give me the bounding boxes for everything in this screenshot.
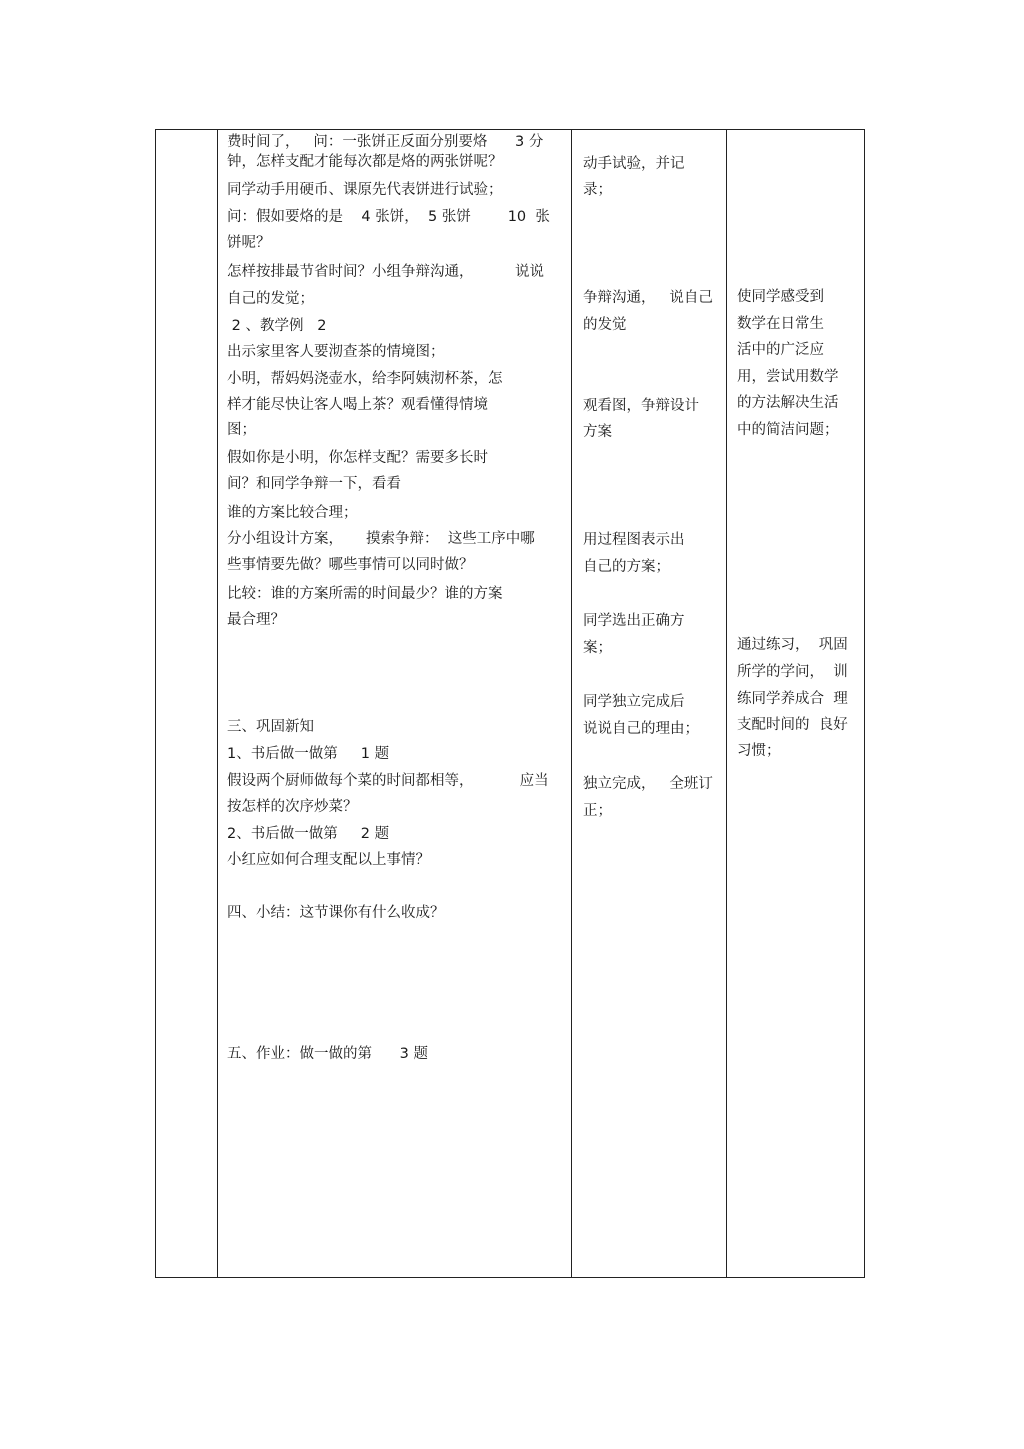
design-intent-line: 数学在日常生 [737,316,824,332]
teaching-process-line: 2、书后做一做第 2 题 [227,826,390,842]
teaching-process-line: 出示家里客人要沏查茶的情境图； [227,344,445,360]
teaching-process-line: 谁的方案比较合理； [227,505,358,521]
design-intent-line: 习惯； [737,743,781,759]
teaching-process-line: 五、作业：做一做的第 3 题 [227,1046,428,1062]
column-divider [217,129,218,1278]
teaching-process-line: 小红应如何合理支配以上事情？ [227,852,430,868]
teaching-process-line: 分小组设计方案， 摸索争辩： 这些工序中哪 [227,531,535,547]
design-intent-line: 所学的学问， 训 [737,664,848,680]
student-activity-line: 同学选出正确方 [583,613,685,629]
teaching-process-line: 1、书后做一做第 1 题 [227,746,390,762]
teaching-process-line: 些事情要先做？哪些事情可以同时做？ [227,557,474,573]
design-intent-line: 中的简洁问题； [737,422,839,438]
design-intent-line: 练同学养成合 理 [737,691,848,707]
teaching-process-line: 假如你是小明，你怎样支配？需要多长时 [227,450,488,466]
teaching-process-line: 自己的发觉； [227,291,314,307]
teaching-process-line: 费时间了， 问：一张饼正反面分别要烙 3 分 [227,134,544,150]
student-activity-line: 同学独立完成后 [583,694,685,710]
student-activity-line: 独立完成， 全班订 [583,776,713,792]
student-activity-line: 的发觉 [583,317,627,333]
student-activity-line: 录； [583,182,612,198]
student-activity-line: 动手试验，并记 [583,156,685,172]
column-divider [726,129,727,1278]
design-intent-line: 的方法解决生活 [737,395,839,411]
teaching-process-line: 2 、教学例 2 [227,318,327,334]
student-activity-line: 说说自己的理由； [583,721,699,737]
teaching-process-line: 三、巩固新知 [227,719,314,735]
teaching-process-line: 小明，帮妈妈浇壶水，给李阿姨沏杯茶，怎 [227,371,503,387]
student-activity-line: 用过程图表示出 [583,532,685,548]
student-activity-line: 正； [583,803,612,819]
teaching-process-line: 同学动手用硬币、课原先代表饼进行试验； [227,182,503,198]
design-intent-line: 用，尝试用数学 [737,369,839,385]
teaching-process-line: 间？和同学争辩一下，看看 [227,476,401,492]
design-intent-line: 支配时间的 良好 [737,717,848,733]
student-activity-line: 观看图，争辩设计 [583,398,699,414]
teaching-process-line: 钟，怎样支配才能每次都是烙的两张饼呢？ [227,154,503,170]
design-intent-line: 通过练习， 巩固 [737,637,848,653]
teaching-process-line: 比较：谁的方案所需的时间最少？谁的方案 [227,586,503,602]
teaching-process-line: 最合理？ [227,612,285,628]
column-divider [571,129,572,1278]
teaching-process-line: 怎样按排最节省时间？小组争辩沟通， 说说 [227,264,544,280]
student-activity-line: 争辩沟通， 说自己 [583,290,713,306]
teaching-process-line: 图； [227,422,256,438]
teaching-process-line: 样才能尽快让客人喝上茶？观看懂得情境 [227,397,488,413]
design-intent-line: 活中的广泛应 [737,342,824,358]
student-activity-line: 自己的方案； [583,559,670,575]
teaching-process-line: 按怎样的次序炒菜？ [227,799,358,815]
student-activity-line: 案； [583,640,612,656]
teaching-process-line: 四、小结：这节课你有什么收成？ [227,905,445,921]
design-intent-line: 使同学感受到 [737,289,824,305]
teaching-process-line: 假设两个厨师做每个菜的时间都相等， 应当 [227,773,549,789]
teaching-process-line: 问：假如要烙的是 4 张饼， 5 张饼 10 张 [227,209,550,225]
student-activity-line: 方案 [583,424,612,440]
teaching-process-line: 饼呢？ [227,235,271,251]
